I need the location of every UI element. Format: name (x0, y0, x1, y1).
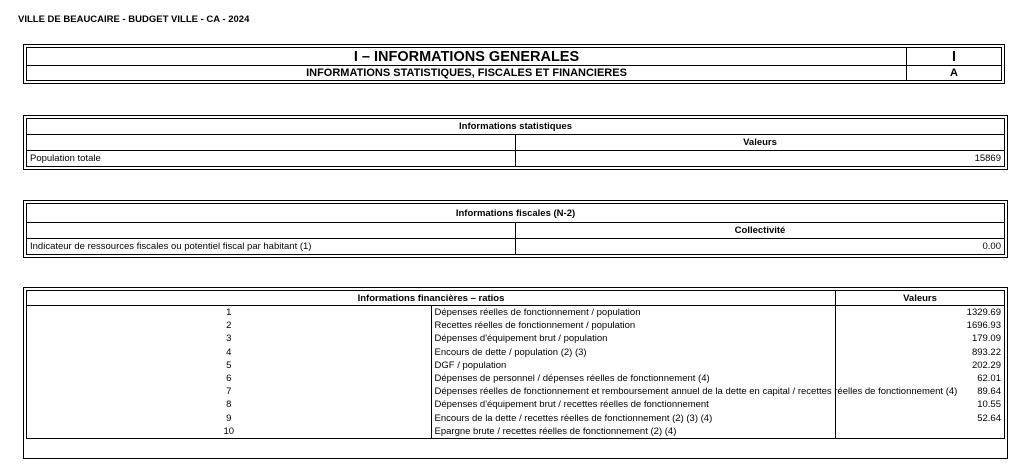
ratio-label: Dépenses d'équipement brut / recettes réelles de fonctionnement (431, 398, 836, 411)
ratio-value: 893.22 (836, 346, 1005, 359)
fiscal-table (26, 203, 1005, 255)
ratio-label: Epargne brute / recettes réelles de fonctionnement (2) (4) (431, 425, 836, 439)
ratio-number: 1 (27, 306, 432, 320)
ratio-value (836, 425, 1005, 439)
table-row (27, 385, 1005, 398)
ratio-value: 62.01 (836, 372, 1005, 385)
fiscal-label-header (27, 223, 516, 239)
ratio-label: Dépenses de personnel / dépenses réelles de fonctionnement (4) (431, 372, 836, 385)
ratio-label: Dépenses réelles de fonctionnement et remboursement annuel de la dette en capital / recettes réelles de fonctionnement (4) (431, 385, 836, 398)
ratio-label: Encours de dette / population (2) (3) (431, 346, 836, 359)
statistics-row-value: 15869 (516, 151, 1005, 167)
ratio-number: 9 (27, 412, 432, 425)
ratio-number: 2 (27, 319, 432, 332)
section-code: I (907, 48, 1002, 66)
section-subtitle: INFORMATIONS STATISTIQUES, FISCALES ET FINANCIERES (27, 66, 907, 81)
ratio-number: 8 (27, 398, 432, 411)
fiscal-row-value: 0.00 (516, 239, 1005, 255)
table-row (27, 398, 1005, 411)
ratio-value: 52.64 (836, 412, 1005, 425)
table-row (27, 306, 1005, 320)
statistics-values-header: Valeurs (516, 135, 1005, 151)
ratio-value: 1696.93 (836, 319, 1005, 332)
table-row (27, 412, 1005, 425)
subsection-code: A (907, 66, 1002, 81)
ratio-label: Dépenses d'équipement brut / population (431, 332, 836, 345)
section-title: I – INFORMATIONS GENERALES (27, 48, 907, 66)
financial-values-header: Valeurs (836, 291, 1005, 306)
fiscal-caption: Informations fiscales (N-2) (27, 204, 1005, 223)
general-info-header (23, 44, 1005, 84)
ratio-value: 1329.69 (836, 306, 1005, 320)
statistics-table (26, 118, 1005, 167)
fiscal-section (23, 200, 1008, 258)
table-row (27, 346, 1005, 359)
table-row (27, 332, 1005, 345)
ratio-value: 202.29 (836, 359, 1005, 372)
statistics-section (23, 115, 1008, 170)
table-row (27, 425, 1005, 439)
ratio-number: 10 (27, 425, 432, 439)
ratio-label: Dépenses réelles de fonctionnement / population (431, 306, 836, 320)
financial-ratios-table (26, 290, 1005, 439)
fiscal-row-label: Indicateur de ressources fiscales ou potentiel fiscal par habitant (1) (27, 239, 516, 255)
statistics-caption: Informations statistiques (27, 119, 1005, 135)
ratio-number: 7 (27, 385, 432, 398)
table-row (27, 359, 1005, 372)
ratio-value: 10.55 (836, 398, 1005, 411)
ratio-number: 4 (27, 346, 432, 359)
fiscal-collectivite-header: Collectivité (516, 223, 1005, 239)
statistics-label-header (27, 135, 516, 151)
header-table (26, 47, 1002, 81)
ratio-number: 3 (27, 332, 432, 345)
table-row (27, 319, 1005, 332)
table-row (27, 372, 1005, 385)
ratio-value: 179.09 (836, 332, 1005, 345)
ratio-label: DGF / population (431, 359, 836, 372)
ratio-label: Recettes réelles de fonctionnement / population (431, 319, 836, 332)
financial-ratios-section (23, 287, 1008, 459)
ratio-value: 89.64 (836, 385, 1005, 398)
ratio-label: Encours de la dette / recettes réelles de fonctionnement (2) (3) (4) (431, 412, 836, 425)
ratio-number: 6 (27, 372, 432, 385)
ratio-number: 5 (27, 359, 432, 372)
document-title: VILLE DE BEAUCAIRE - BUDGET VILLE - CA - 2024 (18, 14, 250, 25)
statistics-row-label: Population totale (27, 151, 516, 167)
financial-caption: Informations financières – ratios (27, 291, 836, 306)
